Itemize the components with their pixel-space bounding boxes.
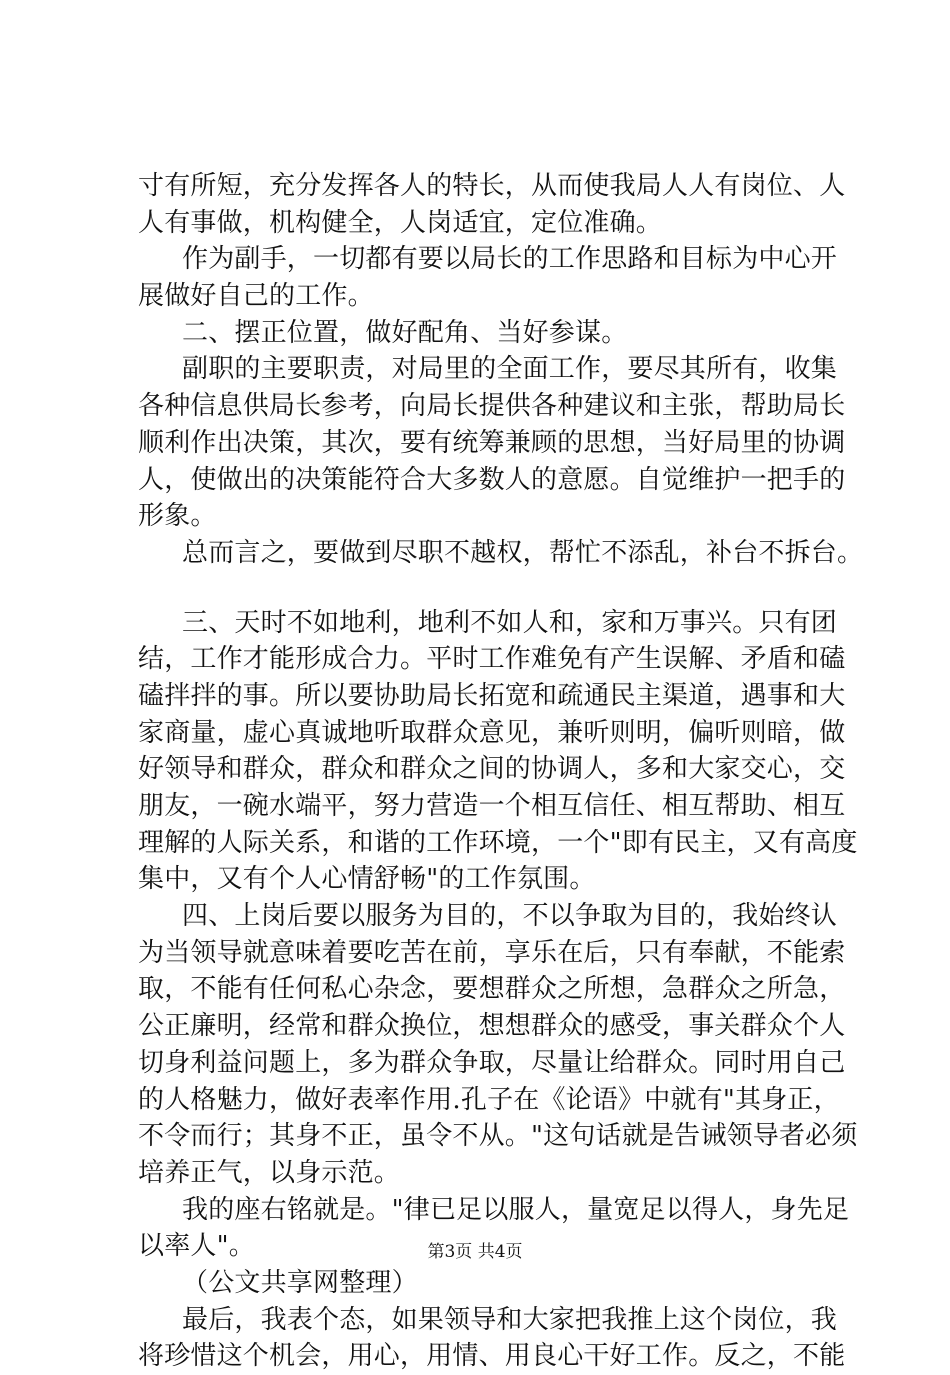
paragraph-gap [138,572,838,605]
text-line: 总而言之，要做到尽职不越权，帮忙不添乱，补台不拆台。 [182,537,864,568]
text-line: 家商量，虚心真诚地听取群众意见，兼听则明，偏听则暗，做 [138,717,846,748]
text-line: 作为副手，一切都有要以局长的工作思路和目标为中心开 [182,244,838,275]
text-line: 不令而行；其身不正，虽令不从。"这句话就是告诫领导者必须 [138,1121,858,1152]
text-line: 三、天时不如地利，地利不如人和，家和万事兴。只有团 [182,607,838,638]
text-line: 公正廉明，经常和群众换位，想想群众的感受，事关群众个人 [138,1011,846,1042]
text-line: 各种信息供局长参考，向局长提供各种建议和主张，帮助局长 [138,391,846,422]
text-line: 将珍惜这个机会，用心，用情、用良心干好工作。反之，不能 [138,1341,846,1372]
source-note: （公文共享网整理） [182,1267,418,1298]
document-body [138,168,864,1375]
text-line: 我的座右铭就是。"律已足以服人，量宽足以得人，身先足 [182,1194,850,1225]
text-line: 为当领导就意味着要吃苦在前，享乐在后，只有奉献，不能索 [138,937,846,968]
text-line: 四、上岗后要以服务为目的，不以争取为目的，我始终认 [182,901,838,932]
text-line: 副职的主要职责，对局里的全面工作，要尽其所有，收集 [182,354,838,385]
text-line: 朋友，一碗水端平，努力营造一个相互信任、相互帮助、相互 [138,791,846,821]
text-line: 取，不能有任何私心杂念，要想群众之所想，急群众之所急， [138,974,846,1005]
text-line: 展做好自己的工作。 [138,281,374,312]
text-line: 培养正气，以身示范。 [138,1157,401,1188]
page-footer [0,1240,950,1264]
text-line: 好领导和群众，群众和群众之间的协调人，多和大家交心，交 [138,754,846,785]
text-line: 顺利作出决策，其次，要有统筹兼顾的思想，当好局里的协调 [138,427,846,458]
page-number: 第3页 共4页 [427,1242,523,1262]
text-line: 人有事做，机构健全，人岗适宜，定位准确。 [138,207,663,238]
text-line: 结，工作才能形成合力。平时工作难免有产生误解、矛盾和磕 [138,644,846,675]
text-line: 最后，我表个态，如果领导和大家把我推上这个岗位，我 [182,1304,838,1335]
text-line: 寸有所短，充分发挥各人的特长，从而使我局人人有岗位、人 [138,171,846,201]
text-line: 以率人"。 [138,1231,255,1262]
text-line: 理解的人际关系，和谐的工作环境，一个"即有民主，又有高度 [138,827,858,858]
text-line: 的人格魅力，做好表率作用.孔子在《论语》中就有"其身正， [138,1084,840,1115]
text-line: 形象。 [138,501,217,532]
text-line: 磕拌拌的事。所以要协助局长拓宽和疏通民主渠道，遇事和大 [138,680,846,711]
text-line: 人，使做出的决策能符合大多数人的意愿。自觉维护一把手的 [138,464,846,495]
section-heading: 二、摆正位置，做好配角、当好参谋。 [182,317,628,348]
text-line: 切身利益问题上，多为群众争取，尽量让给群众。同时用自己 [138,1047,846,1078]
text-line: 集中，又有个人心情舒畅"的工作氛围。 [138,864,596,895]
